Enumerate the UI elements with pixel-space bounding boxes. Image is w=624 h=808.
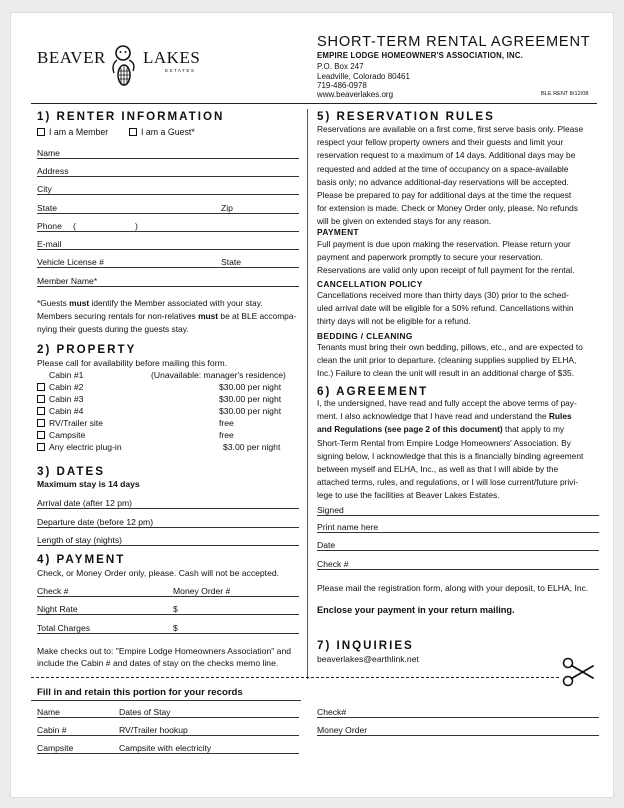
- property-price: $30.00 per night: [219, 382, 282, 392]
- note-emphasis: must: [69, 298, 90, 308]
- state-field-label: State: [37, 203, 58, 213]
- stub-campsite-field[interactable]: [37, 753, 299, 754]
- org-address-1: P.O. Box 247: [317, 62, 364, 71]
- agreement-line: attached terms, rules, and regulations, or I will lose current/future privi-: [317, 477, 579, 488]
- rules-line: reservation request to a maximum of 14 days. Additional days may be: [317, 150, 576, 161]
- agreement-line: lege to use the facilities at Beaver Lakes Estates.: [317, 490, 500, 501]
- checkbox-box[interactable]: [37, 383, 45, 391]
- property-price: $3.00 per night: [223, 442, 281, 452]
- property-price: free: [219, 430, 234, 440]
- member-checkbox-label: I am a Member: [49, 127, 109, 137]
- payment-rules-paragraph: [317, 238, 599, 278]
- scissors-icon: [561, 657, 595, 687]
- agreement-line: signing below, I acknowledge that this is a financially binding agreement: [317, 450, 584, 461]
- org-address-2: Leadville, Colorado 80461: [317, 72, 410, 81]
- night-rate-label: Night Rate: [37, 604, 78, 614]
- stub-money-order-label: Money Order: [317, 725, 368, 735]
- column-divider: [307, 109, 308, 679]
- stub-dates-label: Dates of Stay: [119, 707, 171, 717]
- phone-area-open: (: [73, 221, 76, 231]
- phone-area-close: ): [135, 221, 138, 231]
- mail-note: Please mail the registration form, along with your deposit, to ELHA, Inc.: [317, 583, 589, 593]
- note-text: *Guests: [37, 298, 70, 308]
- form-code: BLE RENT 8/12/08: [541, 91, 589, 97]
- rules-line: Please be prepared to pay for additional days at the time the request: [317, 190, 572, 201]
- property-option[interactable]: [37, 442, 122, 452]
- night-rate-dollar: $: [173, 604, 178, 614]
- section-renter-heading: 1) RENTER INFORMATION: [37, 110, 225, 123]
- date-field[interactable]: [317, 550, 599, 551]
- member-checkbox[interactable]: [37, 127, 108, 137]
- stub-heading-rule: [31, 700, 301, 701]
- signature-field[interactable]: [317, 515, 599, 516]
- property-intro: Please call for availability before mailing this form.: [37, 358, 228, 368]
- checkbox-box[interactable]: [129, 128, 137, 136]
- phone-field-label: Phone: [37, 221, 62, 231]
- checks-payable-note-2: include the Cabin # and dates of stay on the checks memo line.: [37, 658, 279, 668]
- beaver-icon: [105, 43, 143, 87]
- guest-note: [37, 297, 307, 337]
- property-option[interactable]: [37, 430, 85, 440]
- org-website: www.beaverlakes.org: [317, 90, 394, 99]
- property-price: $30.00 per night: [219, 394, 282, 404]
- property-option-label: Any electric plug-in: [49, 442, 122, 452]
- property-option-label: Cabin #2: [49, 382, 84, 392]
- cabin1-label: Cabin #1: [49, 370, 84, 380]
- vehicle-state-label: State: [221, 257, 242, 267]
- total-charges-dollar: $: [173, 623, 178, 633]
- member-name-field[interactable]: [37, 286, 299, 287]
- money-order-label: Money Order #: [173, 586, 231, 596]
- bedding-paragraph: [317, 341, 599, 381]
- checkbox-box[interactable]: [37, 419, 45, 427]
- org-phone: 719-486-0978: [317, 81, 367, 90]
- rules-line: Tenants must bring their own bedding, pillows, etc., and are expected to: [317, 342, 583, 352]
- cancellation-paragraph: [317, 289, 599, 329]
- date-label: Date: [317, 540, 336, 550]
- section-inquiries-heading: 7) INQUIRIES: [317, 639, 414, 652]
- rules-line: thirty days will not be eligible for a refund.: [317, 316, 471, 327]
- address-field[interactable]: [37, 176, 299, 177]
- rules-line: requested and added at the time of occupancy on a space-available: [317, 163, 569, 174]
- length-of-stay-field[interactable]: [37, 545, 299, 546]
- note-emphasis: must: [198, 311, 219, 322]
- signed-label: Signed: [317, 505, 344, 515]
- checkbox-box[interactable]: [37, 431, 45, 439]
- stub-name-field[interactable]: [37, 717, 299, 718]
- cancellation-subheading: CANCELLATION POLICY: [317, 279, 423, 289]
- agreement-line: ment. I also acknowledge that I have read and understand the: [317, 411, 549, 422]
- rules-line: uled arrival date will be eligible for a 50% refund. Cancellations within: [317, 303, 574, 314]
- header-rule: [31, 103, 597, 104]
- member-name-field-label: Member Name*: [37, 276, 98, 286]
- city-field[interactable]: [37, 194, 299, 195]
- cabin1-note: (Unavailable: manager's residence): [151, 370, 286, 380]
- rules-line: Inc.) Failure to clean the unit will result in an additional charge of $35.: [317, 368, 574, 379]
- total-charges-field[interactable]: [37, 633, 299, 634]
- rules-line: Cancellations received more than thirty days (30) prior to the sched-: [317, 290, 569, 300]
- stub-check-field[interactable]: [317, 717, 599, 718]
- vehicle-field-label: Vehicle License #: [37, 257, 104, 267]
- agreement-line: that apply to my: [502, 424, 565, 435]
- checks-payable-note-1: Make checks out to: "Empire Lodge Homeowners Association" and: [37, 646, 292, 656]
- state-zip-field[interactable]: [37, 213, 299, 214]
- print-name-label: Print name here: [317, 522, 379, 532]
- checkbox-box[interactable]: [37, 395, 45, 403]
- bedding-subheading: BEDDING / CLEANING: [317, 331, 413, 341]
- address-field-label: Address: [37, 166, 69, 176]
- property-option[interactable]: [37, 418, 103, 428]
- property-price: free: [219, 418, 234, 428]
- stub-check-label: Check#: [317, 707, 347, 717]
- cut-line: [31, 677, 559, 678]
- rental-agreement-page: [10, 12, 614, 798]
- rules-line: Reservations are available on a first come, first serve basis only. Please: [317, 124, 584, 134]
- property-option-label: Campsite: [49, 430, 86, 440]
- property-option[interactable]: [37, 382, 83, 392]
- phone-field[interactable]: [37, 231, 299, 232]
- section-property-heading: 2) PROPERTY: [37, 343, 137, 356]
- beaver-lakes-logo: [35, 43, 205, 87]
- stub-heading: Fill in and retain this portion for your records: [37, 687, 243, 698]
- zip-field-label: Zip: [221, 203, 233, 213]
- email-field[interactable]: [37, 249, 299, 250]
- stub-cabin-label: Cabin #: [37, 725, 67, 735]
- rules-line: payment and paperwork promptly to secure your reservation.: [317, 252, 543, 263]
- logo-text-left: BEAVER: [37, 48, 106, 67]
- checkbox-box[interactable]: [37, 128, 45, 136]
- agreement-check-field[interactable]: [317, 569, 599, 570]
- length-of-stay-label: Length of stay (nights): [37, 535, 123, 545]
- guest-checkbox[interactable]: [129, 127, 195, 137]
- email-field-label: E-mail: [37, 239, 62, 249]
- checkbox-box[interactable]: [37, 443, 45, 451]
- section-dates-heading: 3) DATES: [37, 465, 105, 478]
- max-stay-note: Maximum stay is 14 days: [37, 479, 140, 489]
- property-option-label: Cabin #4: [49, 406, 84, 416]
- rules-line: will be given on extended stays for any reason.: [317, 216, 492, 227]
- agreement-line: between myself and ELHA, Inc., as well as that I will abide by the: [317, 464, 559, 475]
- stub-name-label: Name: [37, 707, 60, 717]
- agreement-line: Short-Term Rental from Empire Lodge Homeowners' Association. By: [317, 437, 571, 448]
- payment-intro: Check, or Money Order only, please. Cash will not be accepted.: [37, 568, 280, 578]
- rules-line: clean the unit prior to departure. (cleaning supplies supplied by ELHA,: [317, 355, 577, 366]
- stub-rv-label: RV/Trailer hookup: [119, 725, 188, 735]
- section-rules-heading: 5) RESERVATION RULES: [317, 110, 495, 123]
- note-text: identify the Member associated with your stay.: [89, 298, 263, 308]
- agreement-emphasis: Rules: [548, 411, 572, 422]
- stub-cabin-field[interactable]: [37, 735, 299, 736]
- stub-campsite-label: Campsite: [37, 743, 74, 753]
- property-option-label: Cabin #3: [49, 394, 84, 404]
- property-option[interactable]: [37, 406, 83, 416]
- check-number-label: Check #: [37, 586, 69, 596]
- city-field-label: City: [37, 184, 52, 194]
- inquiries-email: beaverlakes@earthlink.net: [317, 654, 419, 664]
- night-rate-field[interactable]: [37, 614, 299, 615]
- section-payment-heading: 4) PAYMENT: [37, 553, 126, 566]
- agreement-check-label: Check #: [317, 559, 349, 569]
- rules-paragraph: [317, 123, 599, 229]
- total-charges-label: Total Charges: [37, 623, 91, 633]
- document-title: SHORT-TERM RENTAL AGREEMENT: [317, 34, 591, 50]
- stub-money-order-field[interactable]: [317, 735, 599, 736]
- check-money-order-field[interactable]: [37, 596, 299, 597]
- rules-line: respect your fellow property owners and their guests and limit your: [317, 137, 564, 148]
- note-text: be at BLE accompa-: [218, 311, 297, 322]
- arrival-date-field[interactable]: [37, 508, 299, 509]
- rules-line: for extension is made. Check or Money Order only, please. No refunds: [317, 203, 578, 214]
- departure-date-label: Departure date (before 12 pm): [37, 517, 154, 527]
- rules-line: basis only; no advance additional-day reservations will be accepted.: [317, 176, 569, 187]
- org-name: EMPIRE LODGE HOMEOWNER'S ASSOCIATION, INC.: [317, 51, 524, 60]
- rules-line: Reservations are valid only upon receipt of full payment for the rental.: [317, 265, 575, 276]
- arrival-date-label: Arrival date (after 12 pm): [37, 498, 133, 508]
- property-option[interactable]: [37, 394, 83, 404]
- logo-text-right: LAKES: [143, 48, 201, 67]
- note-text: Members securing rentals for non-relatives: [37, 311, 199, 322]
- note-text: nying their guests during the guests stay.: [37, 324, 189, 335]
- stub-campsite-elec-label: Campsite with electricity: [119, 743, 212, 753]
- agreement-line: I, the undersigned, have read and fully accept the above terms of pay-: [317, 398, 577, 408]
- property-price: $30.00 per night: [219, 406, 282, 416]
- rules-line: Full payment is due upon making the reservation. Please return your: [317, 239, 571, 249]
- vehicle-field[interactable]: [37, 267, 299, 268]
- checkbox-box[interactable]: [37, 407, 45, 415]
- name-field[interactable]: [37, 158, 299, 159]
- section-agreement-heading: 6) AGREEMENT: [317, 385, 429, 398]
- payment-subheading: PAYMENT: [317, 227, 359, 237]
- agreement-emphasis: and Regulations (see page 2 of this document): [317, 424, 503, 435]
- logo-tagline: ESTATES: [165, 68, 196, 73]
- departure-date-field[interactable]: [37, 527, 299, 528]
- print-name-field[interactable]: [317, 532, 599, 533]
- agreement-paragraph: [317, 397, 599, 503]
- enclose-payment-note: Enclose your payment in your return mailing.: [317, 605, 515, 615]
- property-option-label: RV/Trailer site: [49, 418, 103, 428]
- guest-checkbox-label: I am a Guest*: [141, 127, 195, 137]
- name-field-label: Name: [37, 148, 60, 158]
